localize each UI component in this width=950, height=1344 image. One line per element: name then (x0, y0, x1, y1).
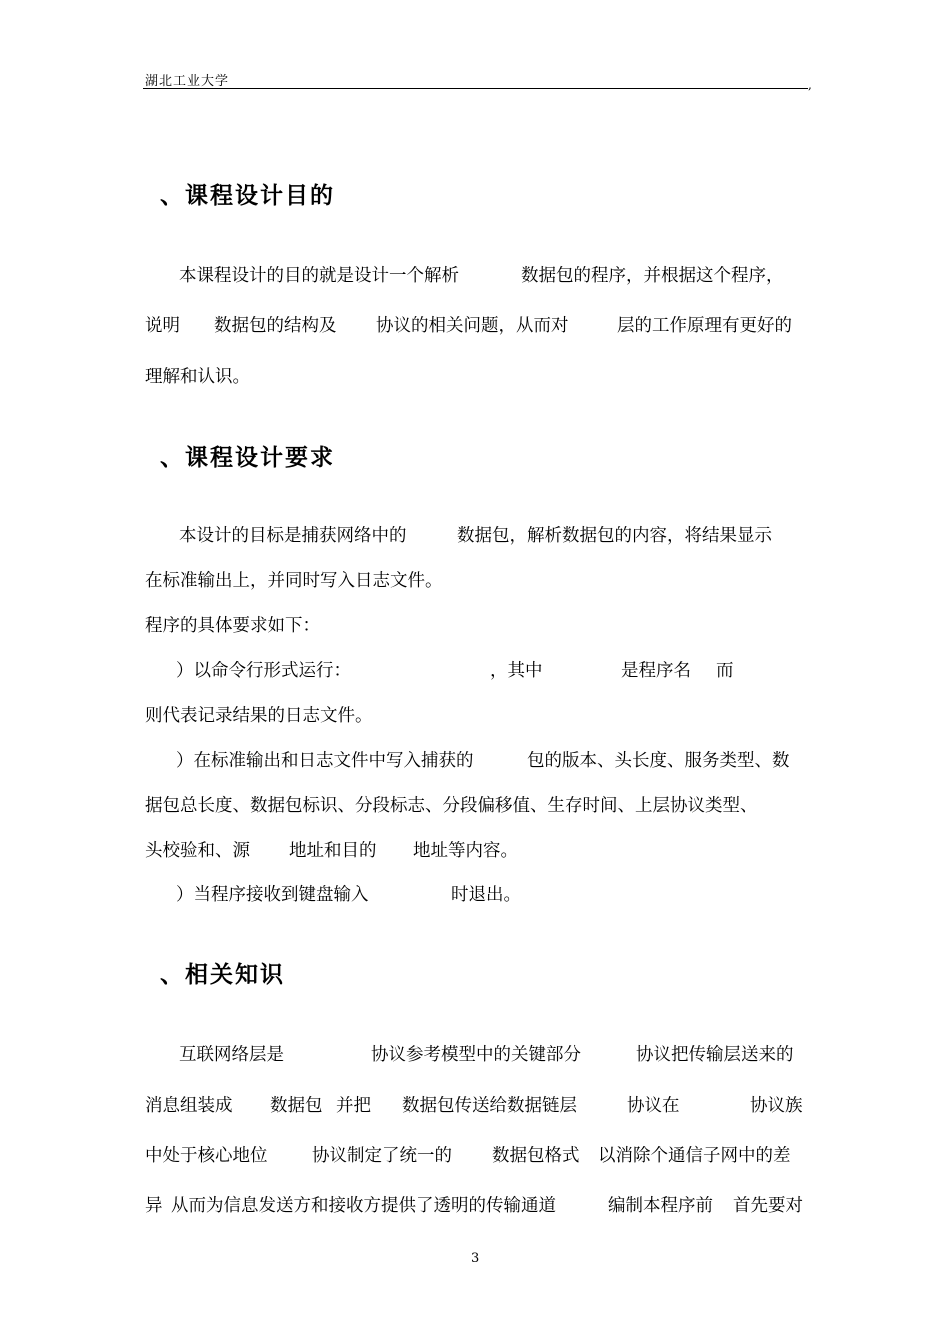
text-segment: ）当程序接收到键盘输入 (176, 885, 369, 905)
text-segment: 而 (716, 661, 734, 681)
section-heading: 、课程设计要求 (160, 445, 335, 471)
text-segment: 地址和目的 (289, 841, 377, 861)
text-segment: 从而为信息发送方和接收方提供了透明的传输通道 (171, 1196, 556, 1216)
text-segment: 说明 (145, 316, 180, 336)
text-segment: 数据包传送给数据链层 (402, 1096, 577, 1116)
text-segment: 包的版本、头长度、服务类型、数 (527, 751, 790, 771)
text-segment: 协议族 (750, 1096, 803, 1116)
text-segment: 数据包格式 (492, 1146, 580, 1166)
text-segment: 以消除个通信子网中的差 (598, 1146, 791, 1166)
header-rule (143, 88, 808, 89)
page-number: 3 (471, 1251, 480, 1266)
text-segment: 中处于核心地位 (145, 1146, 268, 1166)
text-segment: 协议的相关问题，从而对 (376, 316, 569, 336)
text-segment: 时退出。 (451, 885, 521, 905)
text-segment: 互联网络层是 (179, 1045, 284, 1065)
header-title: 湖北工业大学 (145, 74, 230, 89)
text-segment: 则代表记录结果的日志文件。 (145, 706, 373, 726)
header-mark: , (808, 78, 812, 92)
text-segment: ）以命令行形式运行： (176, 661, 351, 681)
text-segment: 并把 (336, 1096, 371, 1116)
text-segment: 协议制定了统一的 (312, 1146, 452, 1166)
text-segment: 协议在 (627, 1096, 680, 1116)
text-segment: 数据包，解析数据包的内容，将结果显示 (457, 526, 772, 546)
text-segment: 数据包 (270, 1096, 323, 1116)
text-segment: 编制本程序前 (608, 1196, 713, 1216)
text-segment: ，其中 (490, 661, 543, 681)
section-heading: 、相关知识 (160, 962, 285, 988)
text-segment: 程序的具体要求如下： (145, 616, 320, 636)
section-heading: 、课程设计目的 (160, 183, 335, 209)
text-segment: 数据包的程序，并根据这个程序， (521, 266, 784, 286)
text-segment: 本设计的目标是捕获网络中的 (179, 526, 407, 546)
text-segment: 协议参考模型中的关键部分 (371, 1045, 581, 1065)
text-segment: 理解和认识。 (145, 367, 250, 387)
text-segment: 在标准输出上，并同时写入日志文件。 (145, 571, 443, 591)
text-segment: 头校验和、源 (145, 841, 250, 861)
text-segment: 首先要对 (733, 1196, 803, 1216)
text-segment: 地址等内容。 (413, 841, 518, 861)
text-segment: 协议把传输层送来的 (636, 1045, 794, 1065)
text-segment: ）在标准输出和日志文件中写入捕获的 (176, 751, 474, 771)
text-segment: 数据包的结构及 (214, 316, 337, 336)
text-segment: 层的工作原理有更好的 (617, 316, 792, 336)
text-segment: 是程序名 (621, 661, 691, 681)
text-segment: 据包总长度、数据包标识、分段标志、分段偏移值、生存时间、上层协议类型、 (145, 796, 758, 816)
text-segment: 本课程设计的目的就是设计一个解析 (179, 266, 459, 286)
text-segment: 消息组装成 (145, 1096, 233, 1116)
text-segment: 异 (145, 1196, 163, 1216)
